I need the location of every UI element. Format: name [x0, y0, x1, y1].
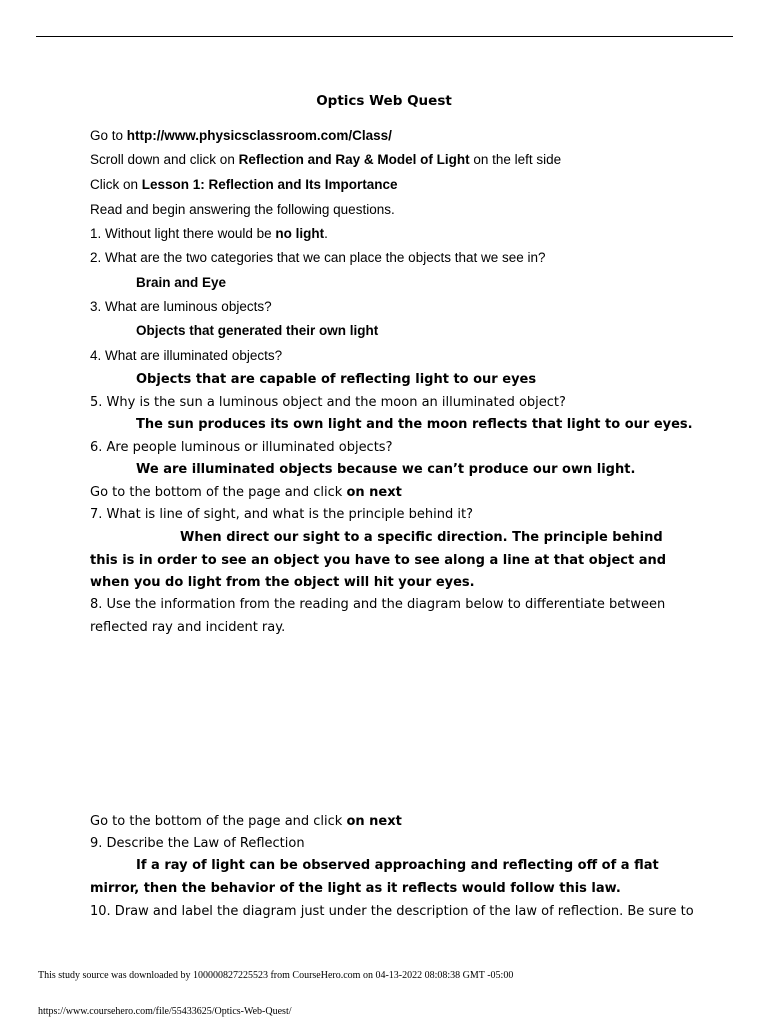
question-9: 9. Describe the Law of Reflection	[90, 836, 305, 851]
line-scroll-down	[90, 152, 561, 168]
question-1	[90, 226, 328, 242]
top-rule	[36, 36, 733, 37]
question-7: 7. What is line of sight, and what is the principle behind it?	[90, 507, 474, 522]
line-click-lesson	[90, 177, 398, 193]
question-10: 10. Draw and label the diagram just under the description of the law of reflection. Be sure to	[90, 904, 694, 919]
line-goto-url	[90, 128, 392, 144]
line-text: 1. Without light there would be	[90, 226, 276, 241]
answer-3: Objects that generated their own light	[136, 323, 379, 338]
line-text: on the left side	[469, 152, 562, 167]
website-link[interactable]: http://www.physicsclassroom.com/Class/	[126, 128, 392, 143]
answer-4: Objects that are capable of reflecting light to our eyes	[136, 372, 537, 387]
answer-6: We are illuminated objects because we can’t produce our own light.	[136, 462, 636, 477]
document-title: Optics Web Quest	[316, 93, 452, 109]
answer-9-line-1: If a ray of light can be observed approaching and reflecting off of a flat	[136, 858, 659, 873]
next-link: on next	[346, 814, 402, 829]
line-instructions: Read and begin answering the following questions.	[90, 202, 395, 217]
source-url[interactable]: https://www.coursehero.com/file/55433625/Optics-Web-Quest/	[38, 1006, 292, 1017]
answer-7-line-3: when you do light from the object will hit your eyes.	[90, 575, 475, 590]
question-2: 2. What are the two categories that we can place the objects that we see in?	[90, 250, 546, 265]
answer-2: Brain and Eye	[136, 275, 227, 290]
question-5: 5. Why is the sun a luminous object and the moon an illuminated object?	[90, 395, 566, 410]
question-4: 4. What are illuminated objects?	[90, 348, 283, 363]
answer-text: no light	[275, 226, 325, 241]
line-text: Click on	[90, 177, 142, 192]
line-next-1	[90, 485, 402, 501]
question-6: 6. Are people luminous or illuminated objects?	[90, 440, 393, 455]
answer-9-line-2: mirror, then the behavior of the light as it reflects would follow this law.	[90, 881, 621, 896]
next-link: on next	[346, 485, 402, 500]
line-text: Scroll down and click on	[90, 152, 239, 167]
emphasis-text: Lesson 1: Reflection and Its Importance	[141, 177, 398, 192]
answer-7-line-2: this is in order to see an object you have to see along a line at that object and	[90, 553, 667, 568]
answer-5: The sun produces its own light and the moon reflects that light to our eyes.	[136, 417, 693, 432]
line-text: Go to the bottom of the page and click	[90, 814, 347, 829]
download-notice: This study source was downloaded by 100000827225523 from CourseHero.com on 04-13-2022 08:08:38 GMT -05:00	[38, 970, 514, 981]
line-text: .	[324, 226, 328, 241]
line-next-2	[90, 814, 402, 830]
line-text: Go to the bottom of the page and click	[90, 485, 347, 500]
line-text: Go to	[90, 128, 127, 143]
answer-7-line-1: When direct our sight to a specific direction. The principle behind	[180, 530, 663, 545]
question-3: 3. What are luminous objects?	[90, 299, 272, 314]
emphasis-text: Reflection and Ray & Model of Light	[238, 152, 470, 167]
question-8-line-2: reflected ray and incident ray.	[90, 620, 286, 635]
question-8-line-1: 8. Use the information from the reading and the diagram below to differentiate between	[90, 597, 666, 612]
